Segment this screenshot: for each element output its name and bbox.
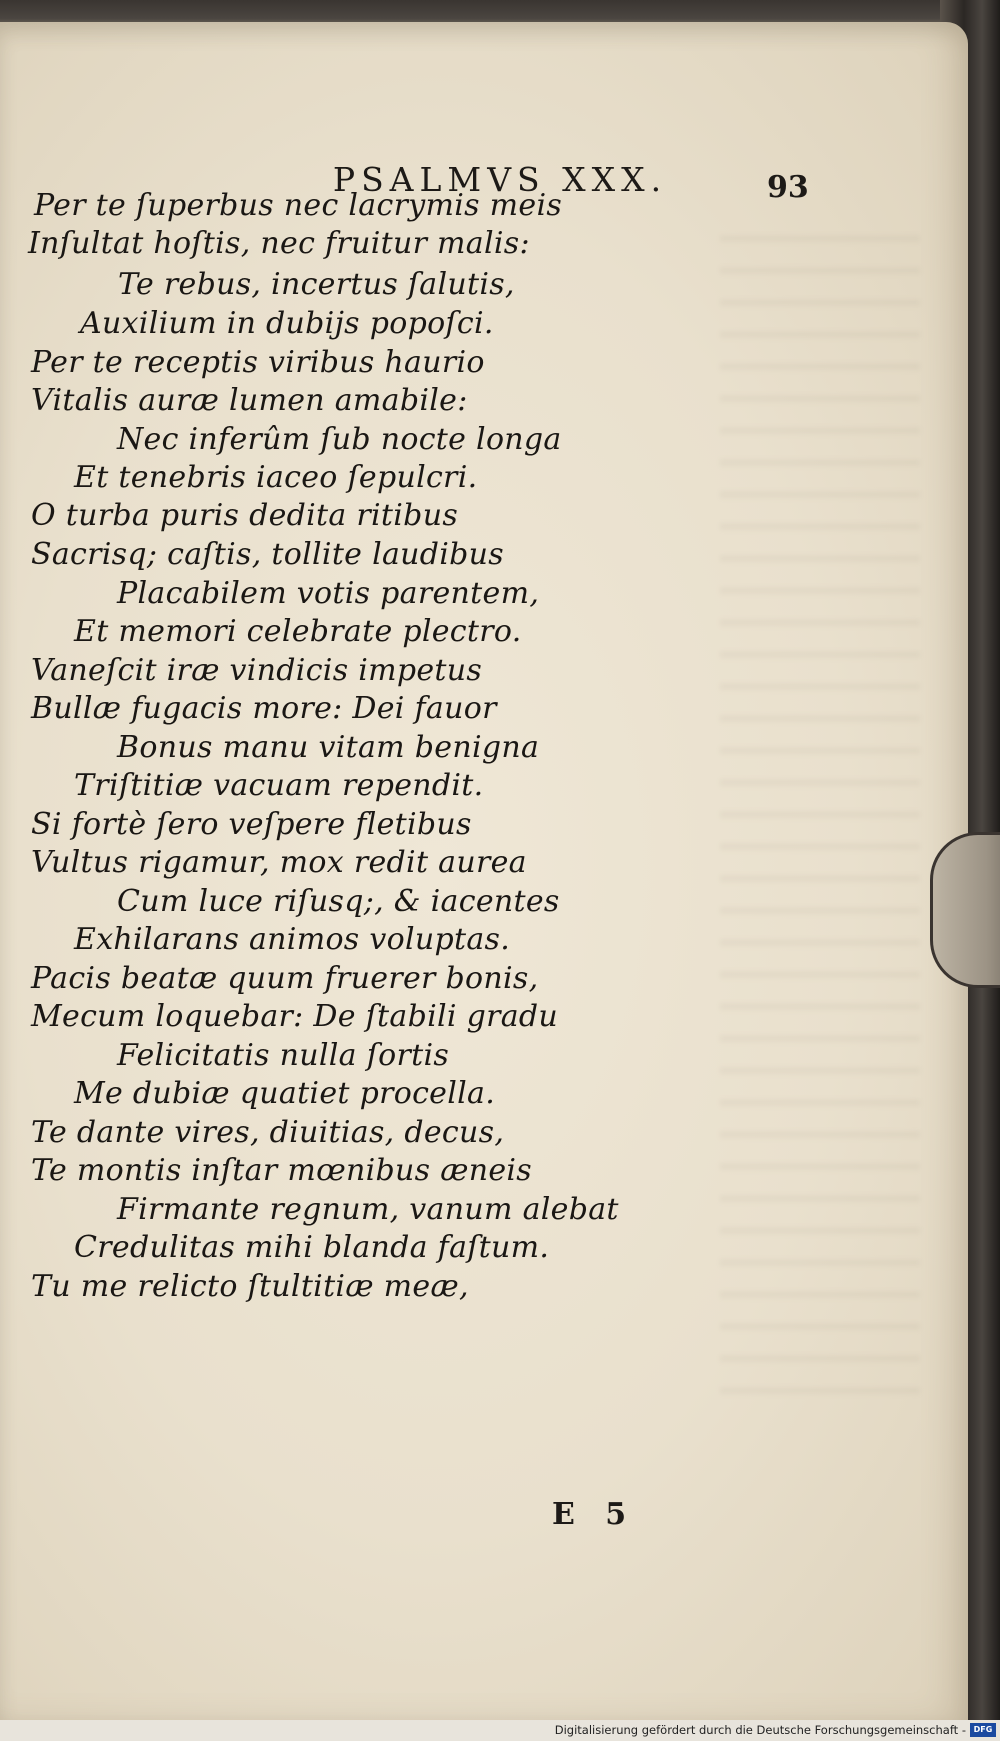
verse-line: Sacrisq; caſtis, tollite laudibus — [31, 537, 504, 572]
verse-line: Cum luce riſusq;, & iacentes — [117, 884, 560, 919]
dfg-logo-icon: DFG — [970, 1723, 996, 1737]
verse-line: Vaneſcit iræ vindicis impetus — [31, 653, 483, 688]
verse-line: Credulitas mihi blanda faſtum. — [74, 1230, 550, 1265]
verse-line: O turba puris dedita ritibus — [31, 498, 459, 533]
verse-line: Per te ſuperbus nec lacrymis meis — [34, 188, 563, 223]
verse-line: Vitalis auræ lumen amabile: — [31, 383, 468, 418]
verse-line: Te montis inſtar mœnibus æneis — [31, 1153, 532, 1188]
page-number: 93 — [767, 170, 809, 205]
verse-line: Et memori celebrate plectro. — [74, 614, 522, 649]
verse-line: Bonus manu vitam benigna — [117, 730, 540, 765]
verse-line: Nec inferûm ſub nocte longa — [117, 422, 562, 457]
verse-line: Triſtitiæ vacuam rependit. — [74, 768, 484, 803]
digitization-footer — [0, 1720, 1000, 1741]
signature-mark: E 5 — [552, 1497, 627, 1532]
book-page — [0, 22, 968, 1722]
verse-line: Per te receptis viribus haurio — [31, 345, 485, 380]
verse-block — [0, 22, 968, 1722]
verse-line: Firmante regnum, vanum alebat — [117, 1192, 619, 1227]
verse-line: Tu me relicto ſtultitiæ meæ, — [31, 1269, 469, 1304]
verse-line: Placabilem votis parentem, — [117, 576, 540, 611]
verse-line: Exhilarans animos voluptas. — [74, 922, 511, 957]
clasp-tab — [930, 832, 1000, 988]
verse-line: Si fortè ſero veſpere fletibus — [31, 807, 472, 842]
footer-credit: Digitalisierung gefördert durch die Deutsche Forschungsgemeinschaft - — [554, 1723, 966, 1737]
verse-line: Et tenebris iaceo ſepulcri. — [74, 460, 478, 495]
verse-line: Bullæ fugacis more: Dei fauor — [31, 691, 497, 726]
verse-line: Me dubiæ quatiet procella. — [74, 1076, 496, 1111]
verse-line: Mecum loquebar: De ſtabili gradu — [31, 999, 559, 1034]
verse-line: Pacis beatæ quum fruerer bonis, — [31, 961, 539, 996]
verse-line: Te dante vires, diuitias, decus, — [31, 1115, 505, 1150]
verse-line: Inſultat hoſtis, nec fruitur malis: — [28, 226, 530, 261]
verse-line: Te rebus, incertus ſalutis, — [118, 267, 515, 302]
verse-line: Auxilium in dubijs popoſci. — [80, 306, 494, 341]
running-title: PSALMVS XXX. — [332, 160, 668, 199]
verse-line: Vultus rigamur, mox redit aurea — [31, 845, 527, 880]
verse-line: Felicitatis nulla ſortis — [117, 1038, 450, 1073]
